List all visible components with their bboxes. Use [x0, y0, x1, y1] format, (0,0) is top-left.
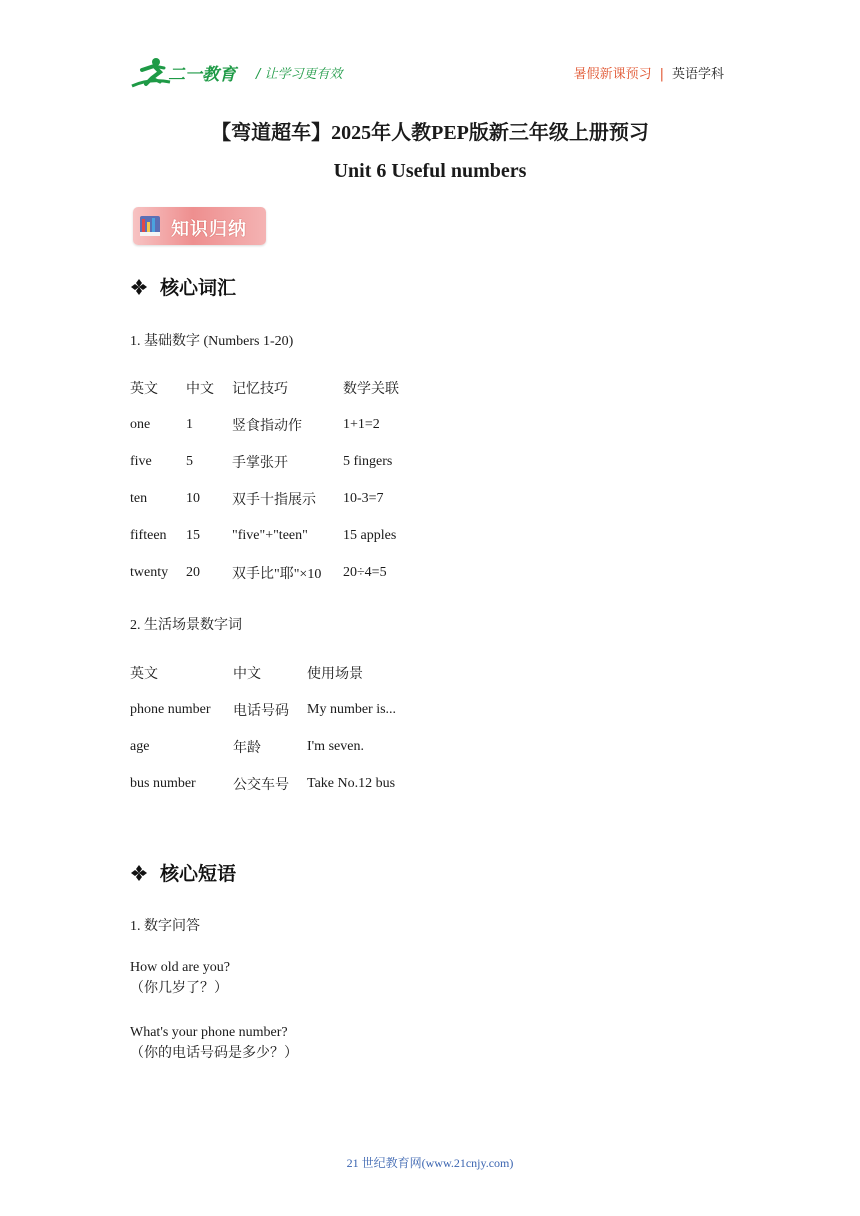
header-separator: |: [659, 67, 664, 82]
table-cell: Take No.12 bus: [307, 775, 396, 791]
table-cell: twenty: [130, 564, 169, 580]
phrase-english: How old are you?: [130, 960, 230, 975]
page-title: 【弯道超车】2025年人教PEP版新三年级上册预习: [211, 122, 649, 144]
table-header-row: [130, 654, 396, 691]
table-cell: five: [130, 453, 152, 469]
subsection-heading: 1. 基础数字 (Numbers 1-20): [130, 334, 294, 349]
table-row: [130, 406, 399, 443]
table-cell: 双手十指展示: [232, 492, 316, 508]
column-header: 英文: [130, 381, 158, 397]
knowledge-summary-badge: [133, 207, 266, 245]
logo-text: 二一教育: [168, 65, 236, 85]
subsection-heading: 2. 生活场景数字词: [130, 618, 242, 633]
table-cell: 5: [186, 453, 193, 469]
column-header: 中文: [186, 381, 214, 397]
table-cell: fifteen: [130, 527, 167, 543]
column-header: 记忆技巧: [232, 381, 288, 397]
table-row: [130, 765, 396, 802]
preview-label: 暑假新课预习: [573, 67, 652, 82]
table-cell: 10-3=7: [343, 490, 384, 506]
table-cell: 20÷4=5: [343, 564, 387, 580]
page-subtitle: Unit 6 Useful numbers: [333, 160, 527, 182]
badge-label: 知识归纳: [171, 219, 247, 240]
table-cell: My number is...: [307, 701, 397, 717]
table-cell: 手掌张开: [232, 455, 288, 471]
slogan: / 让学习更有效: [256, 67, 343, 82]
numbers-table: [130, 369, 399, 591]
section-heading: 核心短语: [160, 863, 237, 885]
column-header: 英文: [130, 666, 158, 682]
table-cell: bus number: [130, 775, 196, 791]
section-core-vocabulary: [130, 273, 236, 300]
life-numbers-table: [130, 654, 396, 802]
table-cell: 1+1=2: [343, 416, 380, 432]
table-cell: "five"+"teen": [232, 527, 308, 543]
page-header: [130, 56, 724, 90]
table-cell: 双手比"耶"×10: [232, 566, 322, 582]
table-cell: 10: [186, 490, 200, 506]
table-cell: 1: [186, 416, 193, 432]
table-cell: 20: [186, 564, 200, 580]
table-cell: ten: [130, 490, 148, 506]
column-header: 使用场景: [307, 666, 363, 682]
column-header: 中文: [233, 666, 261, 682]
table-row: [130, 480, 399, 517]
table-cell: 年龄: [233, 740, 261, 756]
logo: [130, 56, 242, 90]
section-heading: 核心词汇: [160, 277, 237, 299]
table-cell: phone number: [130, 701, 211, 717]
page-footer: 21 世纪教育网(www.21cnjy.com): [346, 1156, 514, 1170]
subject-label: 英语学科: [671, 67, 724, 82]
table-cell: I'm seven.: [307, 738, 364, 754]
table-cell: 公交车号: [233, 777, 289, 793]
table-cell: 15 apples: [343, 527, 397, 543]
section-core-phrases: [130, 859, 236, 886]
book-icon: [138, 214, 162, 238]
table-cell: 电话号码: [233, 703, 289, 719]
phrase-item: [130, 957, 230, 999]
column-header: 数学关联: [343, 381, 399, 397]
diamond-bullet-icon: [130, 863, 152, 885]
table-row: [130, 691, 396, 728]
table-row: [130, 728, 396, 765]
table-cell: 5 fingers: [343, 453, 393, 469]
table-cell: age: [130, 738, 150, 754]
table-row: [130, 443, 399, 480]
phrase-english: What's your phone number?: [130, 1025, 288, 1040]
phrase-chinese: （你的电话号码是多少？）: [130, 1046, 298, 1061]
phrase-item: [130, 1022, 298, 1064]
table-cell: one: [130, 416, 151, 432]
header-right: [574, 63, 724, 82]
table-header-row: [130, 369, 399, 406]
runner-logo-icon: [130, 56, 242, 90]
subsection-heading: 1. 数字问答: [130, 919, 200, 934]
table-cell: 竖食指动作: [232, 418, 302, 434]
diamond-bullet-icon: [130, 277, 152, 299]
table-cell: 15: [186, 527, 200, 543]
table-row: [130, 554, 399, 591]
table-row: [130, 517, 399, 554]
phrase-chinese: （你几岁了？）: [130, 981, 228, 996]
